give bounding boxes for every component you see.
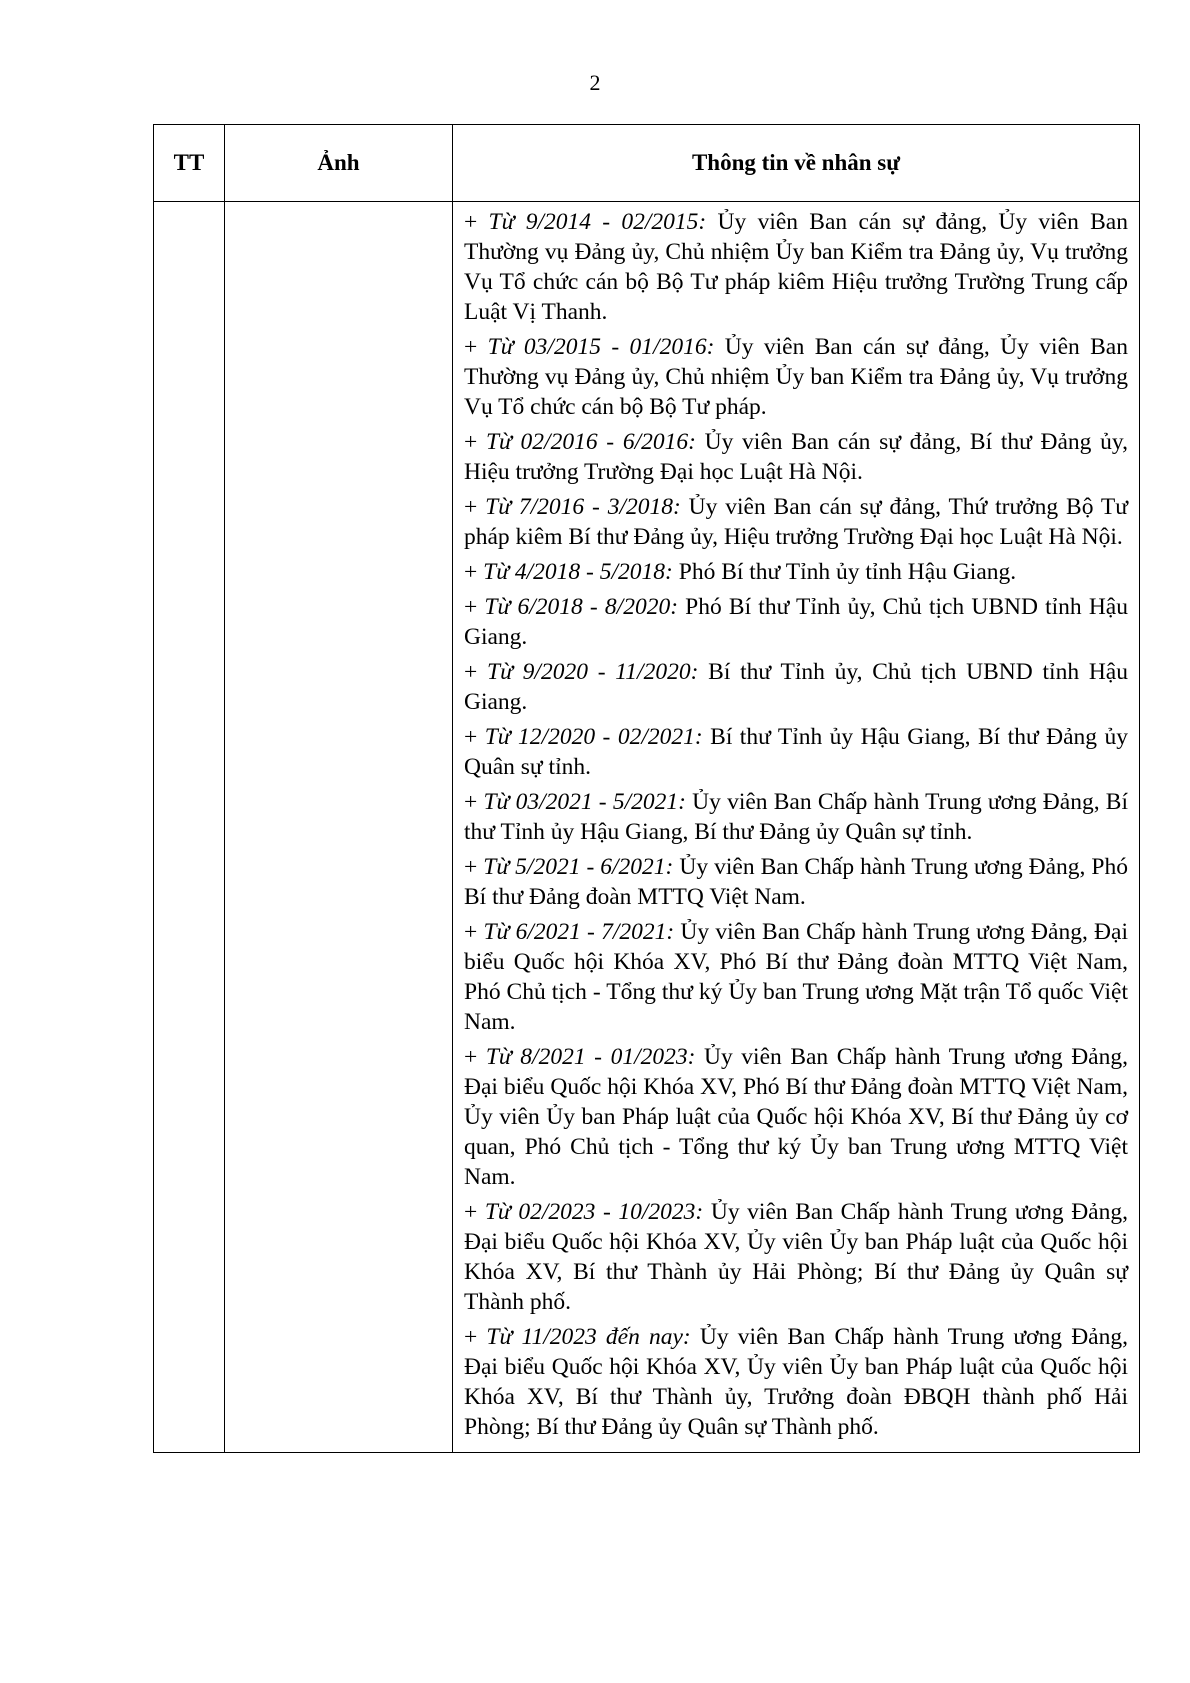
career-entry: + Từ 7/2016 - 3/2018: Ủy viên Ban cán sự đảng, Thứ trưởng Bộ Tư pháp kiêm Bí thư Đảng ủy, Hiệu trưởng Trường Đại học Luật Hà Nội. [464,494,1128,550]
career-entry: + Từ 12/2020 - 02/2021: Bí thư Tỉnh ủy Hậu Giang, Bí thư Đảng ủy Quân sự tỉnh. [464,724,1128,780]
career-entry: + Từ 9/2020 - 11/2020: Bí thư Tỉnh ủy, Chủ tịch UBND tỉnh Hậu Giang. [464,659,1128,715]
career-entry: + Từ 02/2016 - 6/2016: Ủy viên Ban cán sự đảng, Bí thư Đảng ủy, Hiệu trưởng Trường Đại học Luật Hà Nội. [464,429,1128,485]
career-period: Từ 4/2018 - 5/2018: [483,559,673,585]
career-period: Từ 03/2015 - 01/2016: [487,334,715,360]
career-period: Từ 8/2021 - 01/2023: [485,1044,696,1070]
career-period: Từ 03/2021 - 5/2021: [483,789,686,815]
career-period: Từ 02/2023 - 10/2023: [484,1199,704,1225]
cell-info [453,202,1140,1453]
career-period: Từ 7/2016 - 3/2018: [485,494,681,520]
cell-tt [154,202,225,1453]
career-entry: + Từ 03/2015 - 01/2016: Ủy viên Ban cán sự đảng, Ủy viên Ban Thường vụ Đảng ủy, Chủ nhiệm Ủy ban Kiểm tra Đảng ủy, Vụ trưởng Vụ Tổ chức cán bộ Bộ Tư pháp. [464,334,1128,420]
career-period: Từ 6/2018 - 8/2020: [484,594,679,620]
header-photo: Ảnh [225,125,453,202]
career-entry: + Từ 6/2021 - 7/2021: Ủy viên Ban Chấp hành Trung ương Đảng, Đại biểu Quốc hội Khóa XV, Phó Bí thư Đảng đoàn MTTQ Việt Nam, Phó Chủ tịch - Tổng thư ký Ủy ban Trung ương Mặt trận Tổ quốc Việt Nam. [464,919,1128,1035]
career-entry: + Từ 02/2023 - 10/2023: Ủy viên Ban Chấp hành Trung ương Đảng, Đại biểu Quốc hội Khóa XV, Ủy viên Ủy ban Pháp luật của Quốc hội Khóa XV, Bí thư Thành ủy Hải Phòng; Bí thư Đảng ủy Quân sự Thành phố. [464,1199,1128,1315]
career-entry: + Từ 11/2023 đến nay: Ủy viên Ban Chấp hành Trung ương Đảng, Đại biểu Quốc hội Khóa XV, Ủy viên Ủy ban Pháp luật của Quốc hội Khóa XV, Bí thư Thành ủy, Trưởng đoàn ĐBQH thành phố Hải Phòng; Bí thư Đảng ủy Quân sự Thành phố. [464,1324,1128,1440]
career-period: Từ 11/2023 đến nay: [486,1324,691,1350]
career-entry: + Từ 4/2018 - 5/2018: Phó Bí thư Tỉnh ủy tỉnh Hậu Giang. [464,559,1017,585]
career-period: Từ 6/2021 - 7/2021: [483,919,675,945]
career-entry: + Từ 03/2021 - 5/2021: Ủy viên Ban Chấp hành Trung ương Đảng, Bí thư Tỉnh ủy Hậu Giang, Bí thư Đảng ủy Quân sự tỉnh. [464,789,1128,845]
personnel-table [153,124,1140,1453]
career-entry: + Từ 5/2021 - 6/2021: Ủy viên Ban Chấp hành Trung ương Đảng, Phó Bí thư Đảng đoàn MTTQ Việt Nam. [464,854,1128,910]
cell-photo [225,202,453,1453]
page-number: 2 [589,70,601,95]
career-period: Từ 12/2020 - 02/2021: [484,724,703,750]
header-tt: TT [154,125,225,202]
career-period: Từ 5/2021 - 6/2021: [483,854,674,880]
career-entry: + Từ 9/2014 - 02/2015: Ủy viên Ban cán sự đảng, Ủy viên Ban Thường vụ Đảng ủy, Chủ nhiệm Ủy ban Kiểm tra Đảng ủy, Vụ trưởng Vụ Tổ chức cán bộ Bộ Tư pháp kiêm Hiệu trưởng Trường Trung cấp Luật Vị Thanh. [464,209,1128,325]
career-entry: + Từ 6/2018 - 8/2020: Phó Bí thư Tỉnh ủy, Chủ tịch UBND tỉnh Hậu Giang. [464,594,1128,650]
table-row [154,202,1140,1453]
table-header-row [154,125,1140,202]
header-info: Thông tin về nhân sự [453,125,1140,202]
career-entry: + Từ 8/2021 - 01/2023: Ủy viên Ban Chấp hành Trung ương Đảng, Đại biểu Quốc hội Khóa XV, Phó Bí thư Đảng đoàn MTTQ Việt Nam, Ủy viên Ủy ban Pháp luật của Quốc hội Khóa XV, Bí thư Đảng ủy cơ quan, Phó Chủ tịch - Tổng thư ký Ủy ban Trung ương MTTQ Việt Nam. [464,1044,1128,1190]
career-period: Từ 02/2016 - 6/2016: [485,429,696,455]
career-period: Từ 9/2014 - 02/2015: [488,209,707,235]
career-period: Từ 9/2020 - 11/2020: [487,659,699,685]
